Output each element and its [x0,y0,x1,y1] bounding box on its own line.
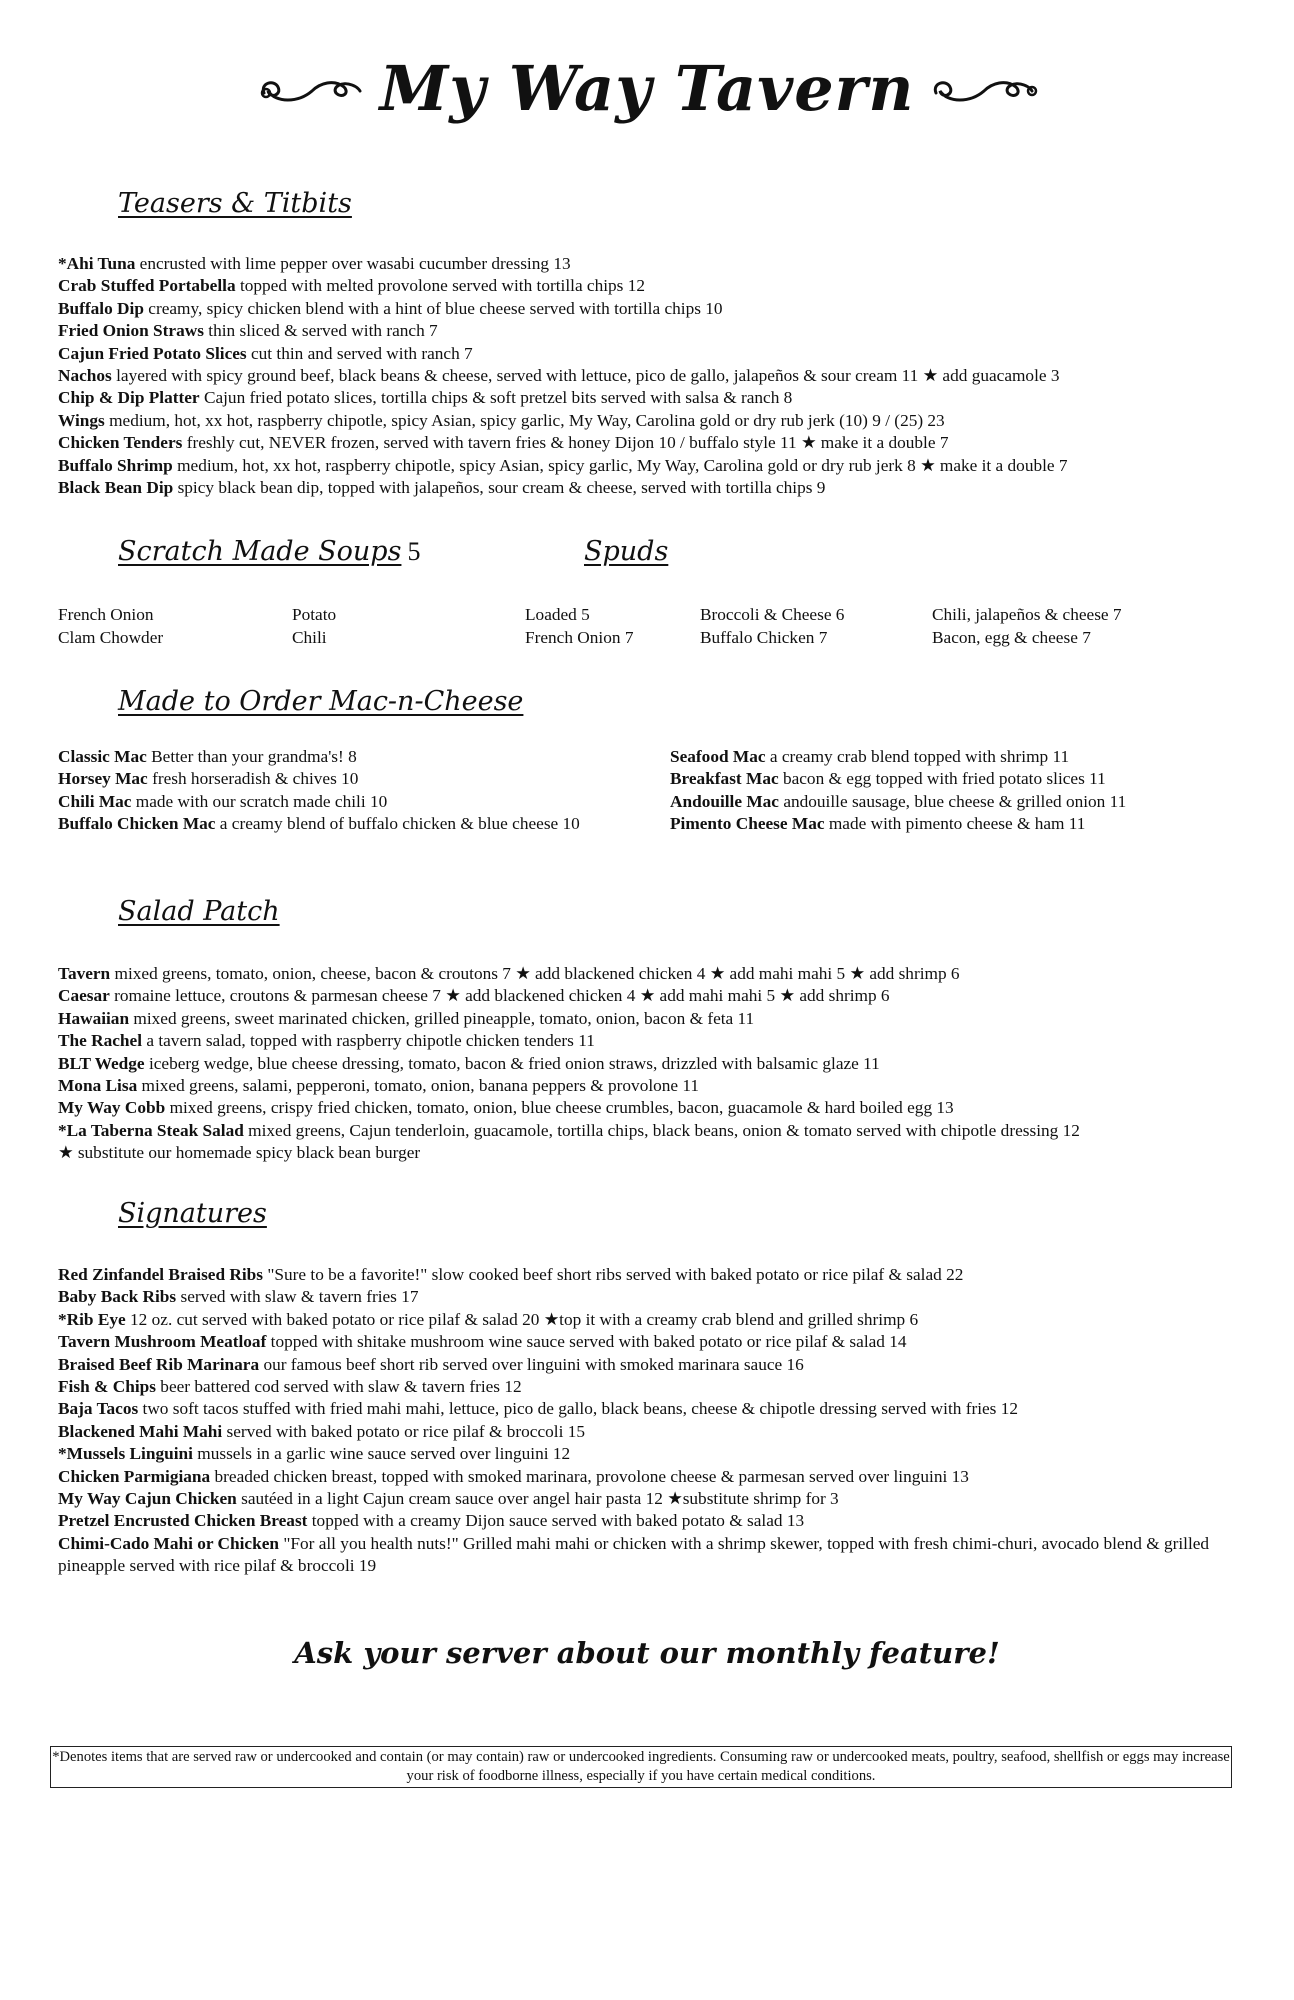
menu-item [58,1053,1258,1075]
menu-item [670,791,1250,813]
menu-item [58,387,1258,409]
monthly-feature-note: Ask your server about our monthly feature! [294,1636,1000,1670]
menu-item-name: Fish & Chips [58,1377,156,1397]
menu-item-description: mussels in a garlic wine sauce served over linguini 12 [197,1444,571,1464]
menu-item [58,1354,1258,1376]
menu-item [58,1331,1258,1353]
menu-item-description: 12 oz. cut served with baked potato or rice pilaf & salad 20 ★top it with a creamy crab blend and grilled shrimp 6 [130,1309,919,1329]
spud-item: Chili, jalapeños & cheese 7 [932,605,1122,624]
title-row [0,52,1294,125]
menu-item-name: Seafood Mac [670,747,766,766]
menu-item [58,320,1258,342]
menu-item [58,1398,1258,1420]
menu-item [58,1309,1258,1331]
menu-item [58,1443,1258,1465]
menu-item-name: The Rachel [58,1031,143,1051]
menu-item-description: served with slaw & tavern fries 17 [180,1287,419,1307]
spud-item: Broccoli & Cheese 6 [700,605,845,624]
menu-item-name: Mona Lisa [58,1076,138,1096]
menu-item-description: mixed greens, Cajun tenderloin, guacamole, tortilla chips, black beans, onion & tomato served with chipotle dressing 12 [248,1120,1080,1140]
menu-item-name: Horsey Mac [58,769,148,789]
menu-item [58,1075,1258,1097]
menu-item-name: *Ahi Tuna [58,254,136,273]
restaurant-title: My Way Tavern [379,52,915,125]
menu-item-name: Chimi-Cado Mahi or Chicken [58,1533,279,1553]
menu-item-description: medium, hot, xx hot, raspberry chipotle, spicy Asian, spicy garlic, My Way, Carolina gold or dry rub jerk 8 ★ make it a double 7 [177,455,1068,475]
menu-item-name: Buffalo Shrimp [58,455,173,475]
menu-item-name: Andouille Mac [670,791,779,811]
menu-item [58,791,588,813]
menu-item [58,963,1258,985]
menu-item [58,1488,1258,1510]
menu-item-name: Hawaiian [58,1008,130,1028]
menu-item-description: layered with spicy ground beef, black beans & cheese, served with lettuce, pico de gallo, jalapeños & sour cream 11 ★ add guacamole 3 [116,366,1060,386]
menu-item-name: Fried Onion Straws [58,321,204,341]
menu-item-name: Cajun Fried Potato Slices [58,343,247,363]
menu-item-name: Chip & Dip Platter [58,388,200,408]
menu-item [58,1376,1258,1398]
menu-item-name: Chicken Tenders [58,433,183,453]
menu-item-description: Cajun fried potato slices, tortilla chips & soft pretzel bits served with salsa & ranch 8 [203,388,793,408]
menu-item-name: Tavern Mushroom Meatloaf [58,1332,267,1352]
menu-item [58,1466,1258,1488]
menu-item-name: My Way Cobb [58,1098,166,1118]
menu-item [670,813,1250,835]
menu-item [58,1421,1258,1443]
menu-item-name: Red Zinfandel Braised Ribs [58,1265,264,1284]
menu-item-name: Buffalo Chicken Mac [58,814,216,834]
menu-item-description: made with pimento cheese & ham 11 [828,814,1086,834]
menu-item-description: served with baked potato or rice pilaf & broccoli 15 [226,1421,585,1441]
menu-item [670,746,1250,768]
menu-item-description: mixed greens, sweet marinated chicken, grilled pineapple, tomato, onion, bacon & feta 11 [133,1008,755,1028]
menu-item [58,410,1258,432]
soup-item: French Onion [58,605,154,624]
menu-item-description: mixed greens, tomato, onion, cheese, bacon & croutons 7 ★ add blackened chicken 4 ★ add mahi mahi 5 ★ add shrimp 6 [114,964,960,983]
spud-item: Bacon, egg & cheese 7 [932,627,1091,647]
menu-item-name: *Rib Eye [58,1309,126,1329]
salads-heading: Salad Patch [118,896,280,927]
menu-item [58,1097,1258,1119]
menu-item-name: Caesar [58,986,110,1006]
menu-item-description: topped with a creamy Dijon sauce served with baked potato & salad 13 [311,1511,805,1531]
menu-item-name: Chili Mac [58,791,132,811]
menu-item-name: Classic Mac [58,747,147,766]
spud-item: French Onion 7 [525,627,634,647]
teasers-heading: Teasers & Titbits [118,188,352,219]
soups-col-1 [58,604,163,649]
mac-left-list [58,746,588,836]
right-scroll-ornament-icon [928,69,1038,109]
menu-item [58,1286,1258,1308]
menu-item-description: thin sliced & served with ranch 7 [208,321,438,341]
soup-item: Potato [292,605,337,624]
menu-item-name: *La Taberna Steak Salad [58,1120,244,1140]
menu-item [58,343,1258,365]
menu-item-description: ★ substitute our homemade spicy black bean burger [58,1143,421,1163]
menu-item [58,365,1258,387]
menu-item-name: Black Bean Dip [58,478,174,498]
teasers-list [58,253,1258,499]
left-scroll-ornament-icon [256,69,366,109]
menu-item-description: iceberg wedge, blue cheese dressing, tomato, bacon & fried onion straws, drizzled with balsamic glaze 11 [148,1053,880,1073]
menu-item-description: a creamy crab blend topped with shrimp 11 [769,747,1070,766]
menu-item-description: "Sure to be a favorite!" slow cooked beef short ribs served with baked potato or rice pilaf & salad 22 [267,1265,964,1284]
menu-item-name: Chicken Parmigiana [58,1466,211,1486]
menu-item [58,432,1258,454]
menu-item [58,813,588,835]
menu-item-description: romaine lettuce, croutons & parmesan cheese 7 ★ add blackened chicken 4 ★ add mahi mahi 5 ★ add shrimp 6 [114,986,890,1006]
menu-item-name: Pimento Cheese Mac [670,814,825,834]
menu-item [58,275,1258,297]
soup-item: Clam Chowder [58,627,164,647]
menu-item-name: Baby Back Ribs [58,1287,177,1307]
soups-heading-label: Scratch Made Soups [118,536,402,567]
menu-item [58,768,588,790]
menu-item-description: "For all you health nuts!" Grilled mahi mahi or chicken with a shrimp skewer, topped with fresh chimi-churi, avocado blend & grilled pineapple served with rice pilaf & broccoli 19 [58,1533,1210,1576]
menu-item [58,1264,1258,1286]
menu-item-description: spicy black bean dip, topped with jalapeños, sour cream & cheese, served with tortilla chips 9 [177,478,826,498]
menu-item [58,253,1258,275]
menu-item-name: Pretzel Encrusted Chicken Breast [58,1511,308,1531]
spuds-col-3 [932,604,1122,649]
mac-right-list [670,746,1250,836]
spud-item: Loaded 5 [525,605,590,624]
menu-item [58,455,1258,477]
menu-item-description: breaded chicken breast, topped with smoked marinara, provolone cheese & parmesan served over linguini 13 [214,1466,969,1486]
raw-food-disclaimer: *Denotes items that are served raw or undercooked and contain (or may contain) raw or undercooked ingredients. Consuming raw or undercooked meats, poultry, seafood, shellfish or eggs may increase your risk of foodborne illness, especially if you have certain medical conditions. [50,1746,1232,1788]
menu-item-name: Buffalo Dip [58,298,144,318]
spud-item: Buffalo Chicken 7 [700,627,828,647]
mac-heading: Made to Order Mac-n-Cheese [118,686,524,717]
menu-item-description: medium, hot, xx hot, raspberry chipotle, spicy Asian, spicy garlic, My Way, Carolina gold or dry rub jerk (10) 9 / (25) 23 [109,410,945,430]
menu-item [58,1030,1258,1052]
menu-item-description: bacon & egg topped with fried potato slices 11 [782,769,1106,789]
soups-col-2 [292,604,336,649]
menu-item-name: Nachos [58,366,112,386]
signatures-heading: Signatures [118,1198,267,1229]
signatures-list [58,1264,1258,1578]
menu-item-name: Breakfast Mac [670,769,779,789]
menu-item-name: Tavern [58,964,111,983]
menu-item-description: topped with melted provolone served with tortilla chips 12 [239,276,646,296]
menu-item-description: freshly cut, NEVER frozen, served with tavern fries & honey Dijon 10 / buffalo style 11 ★ make it a double 7 [186,433,949,453]
menu-item-description: andouille sausage, blue cheese & grilled onion 11 [783,791,1127,811]
menu-item-description: fresh horseradish & chives 10 [152,769,359,789]
soups-price: 5 [407,537,421,566]
menu-item-name: *Mussels Linguini [58,1444,193,1464]
menu-item-description: mixed greens, salami, pepperoni, tomato, onion, banana peppers & provolone 11 [141,1076,700,1096]
menu-item [58,746,588,768]
menu-item [58,477,1258,499]
menu-item-description: mixed greens, crispy fried chicken, tomato, onion, blue cheese crumbles, bacon, guacamole & hard boiled egg 13 [169,1098,954,1118]
menu-item-description: sautéed in a light Cajun cream sauce over angel hair pasta 12 ★substitute shrimp for 3 [241,1489,839,1509]
menu-item [58,1120,1258,1142]
menu-item [58,1142,1258,1164]
menu-item-name: Baja Tacos [58,1399,139,1419]
menu-item-description: creamy, spicy chicken blend with a hint of blue cheese served with tortilla chips 10 [148,298,723,318]
menu-item-description: beer battered cod served with slaw & tavern fries 12 [160,1377,522,1397]
menu-item-name: BLT Wedge [58,1053,145,1073]
menu-item-description: two soft tacos stuffed with fried mahi mahi, lettuce, pico de gallo, black beans, cheese & chipotle dressing served with fries 12 [142,1399,1019,1419]
salads-list [58,963,1258,1165]
menu-item-description: our famous beef short rib served over linguini with smoked marinara sauce 16 [263,1354,804,1374]
menu-item [58,1008,1258,1030]
menu-item-name: Braised Beef Rib Marinara [58,1354,260,1374]
soups-heading [118,538,420,565]
menu-item-name: Blackened Mahi Mahi [58,1421,223,1441]
menu-item-description: encrusted with lime pepper over wasabi cucumber dressing 13 [139,254,571,273]
menu-item-name: Wings [58,410,105,430]
menu-item-description: a tavern salad, topped with raspberry chipotle chicken tenders 11 [146,1031,595,1051]
menu-item-name: Crab Stuffed Portabella [58,276,236,296]
spuds-col-1 [525,604,633,649]
soup-item: Chili [292,627,327,647]
menu-item [58,985,1258,1007]
spuds-heading: Spuds [584,536,669,567]
menu-item-name: My Way Cajun Chicken [58,1489,237,1509]
menu-item-description: a creamy blend of buffalo chicken & blue cheese 10 [219,814,580,834]
menu-item-description: cut thin and served with ranch 7 [250,343,473,363]
menu-item-description: Better than your grandma's! 8 [151,747,357,766]
menu-item [58,298,1258,320]
menu-item-description: made with our scratch made chili 10 [135,791,388,811]
menu-item [58,1510,1258,1532]
menu-item [670,768,1250,790]
menu-item [58,1533,1258,1578]
spuds-col-2 [700,604,844,649]
menu-item-description: topped with shitake mushroom wine sauce served with baked potato or rice pilaf & salad 14 [270,1332,907,1352]
